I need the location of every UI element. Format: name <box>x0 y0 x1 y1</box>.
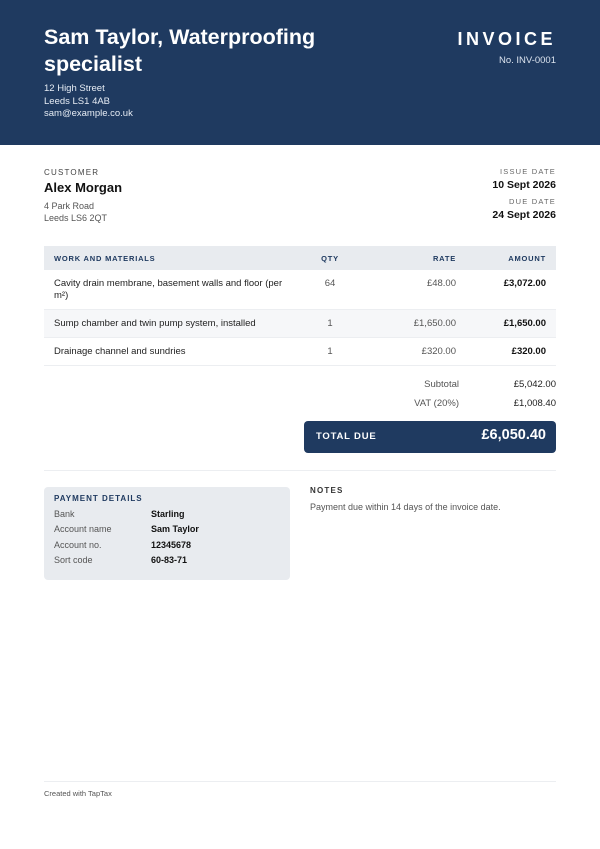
row-qty: 1 <box>327 318 333 329</box>
row-amount: £3,072.00 <box>503 278 546 289</box>
footer-credit: Created with TapTax <box>44 789 112 798</box>
total-due-label: TOTAL DUE <box>316 431 377 442</box>
row-description: Cavity drain membrane, basement walls and floor (per m²) <box>54 278 283 301</box>
customer-name: Alex Morgan <box>44 180 123 195</box>
payment-value: 12345678 <box>151 540 192 550</box>
issue-date-block <box>492 167 556 191</box>
issue-date-value: 10 Sept 2026 <box>492 179 556 191</box>
table-row <box>44 310 556 338</box>
header-rate: RATE <box>432 254 456 263</box>
payment-key: Sort code <box>54 555 93 565</box>
total-due-box <box>304 421 556 453</box>
row-description: Drainage channel and sundries <box>54 346 186 357</box>
row-amount: £1,650.00 <box>503 318 546 329</box>
subtotal-value: £5,042.00 <box>513 379 556 390</box>
subtotal-label: Subtotal <box>424 379 459 390</box>
business-address <box>44 83 133 121</box>
customer-address-line2: Leeds LS6 2QT <box>44 213 108 223</box>
business-address-line1: 12 High Street <box>44 83 105 94</box>
header-work-materials: WORK AND MATERIALS <box>54 254 156 263</box>
payment-key: Bank <box>54 509 75 519</box>
payment-value: Sam Taylor <box>151 524 199 534</box>
customer-address <box>44 200 107 224</box>
table-header <box>44 246 556 270</box>
row-rate: £1,650.00 <box>413 318 456 329</box>
footer-divider <box>44 781 556 782</box>
payment-value: Starling <box>151 509 185 519</box>
payment-key: Account name <box>54 524 112 534</box>
header-qty: QTY <box>321 254 339 263</box>
payment-key: Account no. <box>54 540 102 550</box>
invoice-number: No. INV-0001 <box>498 55 556 66</box>
row-qty: 1 <box>327 346 333 357</box>
header-amount: AMOUNT <box>508 254 546 263</box>
section-divider <box>44 470 556 471</box>
payment-details-box <box>44 487 290 580</box>
due-date-value: 24 Sept 2026 <box>492 209 556 221</box>
invoice-header <box>0 0 600 145</box>
table-row <box>44 270 556 310</box>
vat-value: £1,008.40 <box>513 398 556 409</box>
customer-label: CUSTOMER <box>44 168 100 177</box>
row-rate: £320.00 <box>421 346 456 357</box>
notes-title: NOTES <box>310 486 344 495</box>
issue-date-label: ISSUE DATE <box>499 167 556 176</box>
row-description: Sump chamber and twin pump system, installed <box>54 318 256 329</box>
business-email: sam@example.co.uk <box>44 108 133 119</box>
row-rate: £48.00 <box>426 278 456 289</box>
due-date-block <box>492 197 556 221</box>
payment-details-title: PAYMENT DETAILS <box>54 494 143 503</box>
vat-label: VAT (20%) <box>414 398 459 409</box>
due-date-label: DUE DATE <box>509 197 556 206</box>
total-due-value: £6,050.40 <box>481 427 546 443</box>
row-amount: £320.00 <box>511 346 546 357</box>
invoice-title: INVOICE <box>457 29 556 49</box>
business-address-line2: Leeds LS1 4AB <box>44 95 111 107</box>
row-qty: 64 <box>324 278 336 289</box>
payment-value: 60-83-71 <box>151 555 188 565</box>
business-name: Sam Taylor, Waterproofing specialist <box>44 25 316 76</box>
notes-text: Payment due within 14 days of the invoice date. <box>310 502 501 512</box>
table-row <box>44 338 556 366</box>
line-items-table <box>44 246 556 366</box>
customer-address-line1: 4 Park Road <box>44 201 95 211</box>
